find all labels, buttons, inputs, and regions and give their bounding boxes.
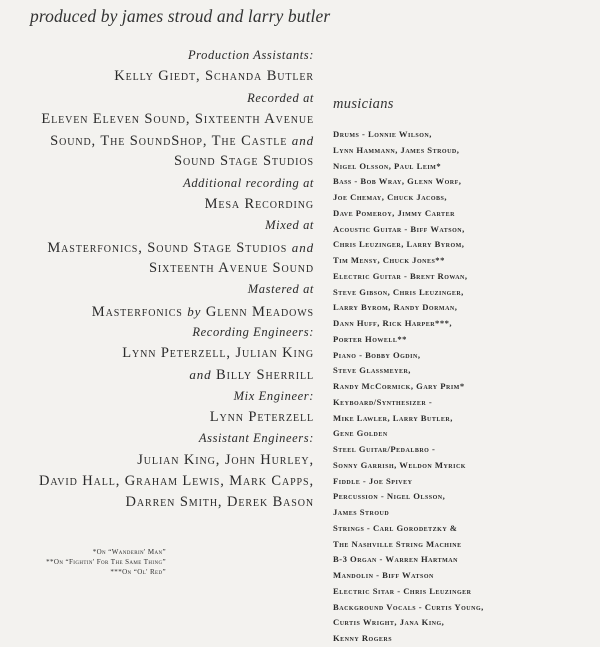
production-credits: [4, 45, 314, 514]
credit-text: Mix Engineer:: [233, 388, 314, 403]
credit-text: Julian King, John Hurley,: [137, 451, 314, 468]
connector-word: and: [189, 367, 212, 383]
musician-line: Piano - Bobby Ogdin,: [333, 349, 421, 360]
musician-line: Acoustic Guitar - Biff Watson,: [333, 223, 465, 234]
musician-line: Keyboard/Synthesizer -: [333, 396, 433, 407]
credit-value: [4, 258, 314, 279]
musician-line: Bass - Bob Wray, Glenn Worf,: [333, 176, 462, 187]
musician-line: Steel Guitar/Pedalbro -: [333, 444, 436, 454]
credit-label: [4, 428, 314, 449]
credit-text: Additional recording at: [183, 175, 314, 190]
musician-line: The Nashville String Machine: [333, 538, 462, 549]
credit-text: Assistant Engineers:: [198, 431, 314, 446]
credit-label: [4, 45, 314, 66]
footnote: ***On “Ol' Red”: [110, 568, 166, 576]
connector-word: and: [291, 239, 314, 255]
credit-value: [4, 343, 314, 364]
credit-value: [4, 109, 314, 130]
credit-value: [4, 492, 314, 513]
footnote: *On “Wanderin' Man”: [92, 548, 166, 556]
musician-line: Dann Huff, Rick Harper***,: [333, 318, 453, 328]
credit-value: [4, 194, 314, 215]
credit-text: Billy Sherrill: [216, 367, 314, 384]
credit-text: Mixed at: [265, 218, 314, 233]
musician-line: Joe Chemay, Chuck Jacobs,: [333, 192, 448, 202]
musicians-list: [333, 127, 597, 647]
credit-text: Production Assistants:: [187, 48, 314, 62]
musician-line: Mandolin - Biff Watson: [333, 570, 434, 580]
credit-text: Glenn Meadows: [205, 303, 314, 320]
musician-line: Dave Pomeroy, Jimmy Carter: [333, 207, 455, 218]
credit-label: [4, 215, 314, 236]
musician-line: Percussion - Nigel Olsson,: [333, 491, 446, 502]
credit-text: David Hall, Graham Lewis, Mark Capps,: [39, 472, 314, 489]
credit-value: [4, 450, 314, 471]
credit-text: Sound Stage Studios: [174, 153, 314, 170]
credit-label: [4, 322, 314, 343]
credit-value: [4, 301, 314, 322]
credit-value: [4, 407, 314, 428]
credit-label: [4, 279, 314, 300]
credit-label: [4, 88, 314, 109]
musician-line: James Stroud: [333, 507, 390, 517]
musician-line: Nigel Olsson, Paul Leim*: [333, 160, 442, 171]
credit-text: Mesa Recording: [204, 196, 314, 213]
musician-line: Sonny Garrish, Weldon Myrick: [333, 459, 466, 470]
credit-value: [4, 364, 314, 385]
credit-label: [4, 173, 314, 194]
musician-line: Porter Howell**: [333, 333, 407, 344]
credit-text: Masterfonics, Sound Stage Studios: [47, 239, 288, 256]
musician-line: Lynn Hammann, James Stroud,: [333, 144, 460, 155]
musician-line: Mike Lawler, Larry Butler,: [333, 412, 453, 423]
musician-line: Curtis Wright, Jana King,: [333, 617, 445, 628]
credit-value: [4, 66, 314, 87]
musician-line: Fiddle - Joe Spivey: [333, 475, 413, 486]
credit-text: Darren Smith, Derek Bason: [125, 494, 314, 511]
credit-text: Mastered at: [247, 282, 314, 297]
credit-text: Lynn Peterzell, Julian King: [122, 345, 314, 362]
musician-line: Electric Sitar - Chris Leuzinger: [333, 585, 472, 596]
producer-heading: produced by james stroud and larry butler: [30, 6, 331, 26]
connector-word: by: [187, 303, 202, 319]
musician-line: Background Vocals - Curtis Young,: [333, 601, 484, 612]
credit-text: Sound, The SoundShop, The Castle: [50, 133, 288, 150]
musician-line: Larry Byrom, Randy Dorman,: [333, 302, 458, 313]
musician-line: Kenny Rogers: [333, 633, 393, 643]
credit-text: Recording Engineers:: [192, 324, 314, 339]
musician-line: Steve Glassmeyer,: [333, 365, 411, 376]
credit-text: Masterfonics: [91, 303, 183, 320]
musician-line: Tim Mensy, Chuck Jones**: [333, 255, 445, 265]
musician-line: B-3 Organ - Warren Hartman: [333, 554, 458, 565]
song-footnotes: [4, 547, 166, 577]
credit-text: Sixteenth Avenue Sound: [148, 259, 314, 276]
credit-value: [4, 151, 314, 172]
credit-value: [4, 130, 314, 151]
musician-line: Strings - Carl Gorodetzky &: [333, 522, 458, 533]
musician-line: Randy McCormick, Gary Prim*: [333, 381, 465, 391]
musician-line: Drums - Lonnie Wilson,: [333, 129, 432, 139]
credit-value: [4, 237, 314, 258]
credit-text: Eleven Eleven Sound, Sixteenth Avenue: [41, 110, 314, 127]
credit-text: Recorded at: [247, 90, 314, 105]
musician-line: Chris Leuzinger, Larry Byrom,: [333, 239, 465, 250]
credit-label: [4, 386, 314, 407]
credit-value: [4, 471, 314, 492]
credit-text: Lynn Peterzell: [209, 409, 314, 426]
footnote: **On “Fightin' For The Same Thing”: [46, 558, 166, 566]
credit-text: Kelly Giedt, Schanda Butler: [114, 68, 314, 85]
musician-line: Electric Guitar - Brent Rowan,: [333, 270, 468, 281]
musicians-heading: musicians: [333, 96, 394, 112]
musician-line: Gene Golden: [333, 428, 388, 439]
connector-word: and: [291, 133, 314, 149]
musician-line: Steve Gibson, Chris Leuzinger,: [333, 286, 464, 297]
